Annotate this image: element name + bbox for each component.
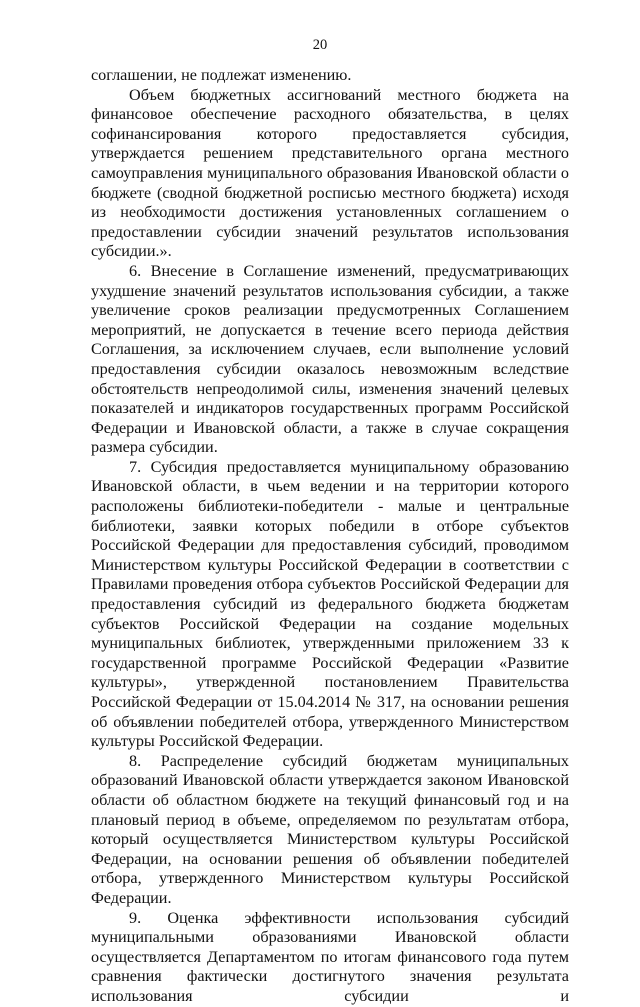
paragraph-item-7: 7. Субсидия предоставляется муниципальному образованию Ивановской области, в чьем ведении и на территории которого расположены библиотеки-победители - малые и центральные библиотеки, заявки которых победили в отборе субъектов Российской Федерации для предоставления субсидий, проводимом Министерством культуры Российской Федерации в соответствии с Правилами проведения отбора субъектов Российской Федерации для предоставления субсидий из федерального бюджета бюджетам субъектов Российской Федерации на создание модельных муниципальных библиотек, утвержденными приложением 33 к государственной программе Российской Федерации «Развитие культуры», утвержденной постановлением Правительства Российской Федерации от 15.04.2014 № 317, на основании решения об объявлении победителей отбора, утвержденного Министерством культуры Российской Федерации.	[91, 457, 569, 751]
paragraph-item-6: 6. Внесение в Соглашение изменений, предусматривающих ухудшение значений результатов использования субсидии, а также увеличение сроков реализации предусмотренных Соглашением мероприятий, не допускается в течение всего периода действия Соглашения, за исключением случаев, если выполнение условий предоставления субсидии оказалось невозможным вследствие обстоятельств непреодолимой силы, изменения значений целевых показателей и индикаторов государственных программ Российской Федерации и Ивановской области, а также в случае сокращения размера субсидии.	[91, 261, 569, 457]
page-number: 20	[312, 37, 328, 53]
paragraph-budget-allocations: Объем бюджетных ассигнований местного бюджета на финансовое обеспечение расходного обязательства, в целях софинансирования которого предоставляется субсидия, утверждается решением представительного органа местного самоуправления муниципального образования Ивановской области о бюджете (сводной бюджетной росписью местного бюджета) исходя из необходимости достижения установленных соглашением о предоставлении субсидии значений результатов использования субсидии.».	[91, 85, 569, 261]
paragraph-item-8: 8. Распределение субсидий бюджетам муниципальных образований Ивановской области утверждается законом Ивановской области об областном бюджете на текущий финансовый год и на плановый период в объеме, определяемом по результатам отбора, который осуществляется Министерством культуры Российской Федерации, на основании решения об объявлении победителей отбора, утвержденного Министерством культуры Российской Федерации.	[91, 751, 569, 907]
paragraph-item-9: 9. Оценка эффективности использования субсидий муниципальными образованиями Ивановской области осуществляется Департаментом по итогам финансового года путем сравнения фактически достигнутого значения результата использования субсидии и	[91, 908, 569, 1005]
paragraph-continuation: соглашении, не подлежат изменению.	[91, 66, 352, 84]
document-body	[91, 66, 569, 1007]
